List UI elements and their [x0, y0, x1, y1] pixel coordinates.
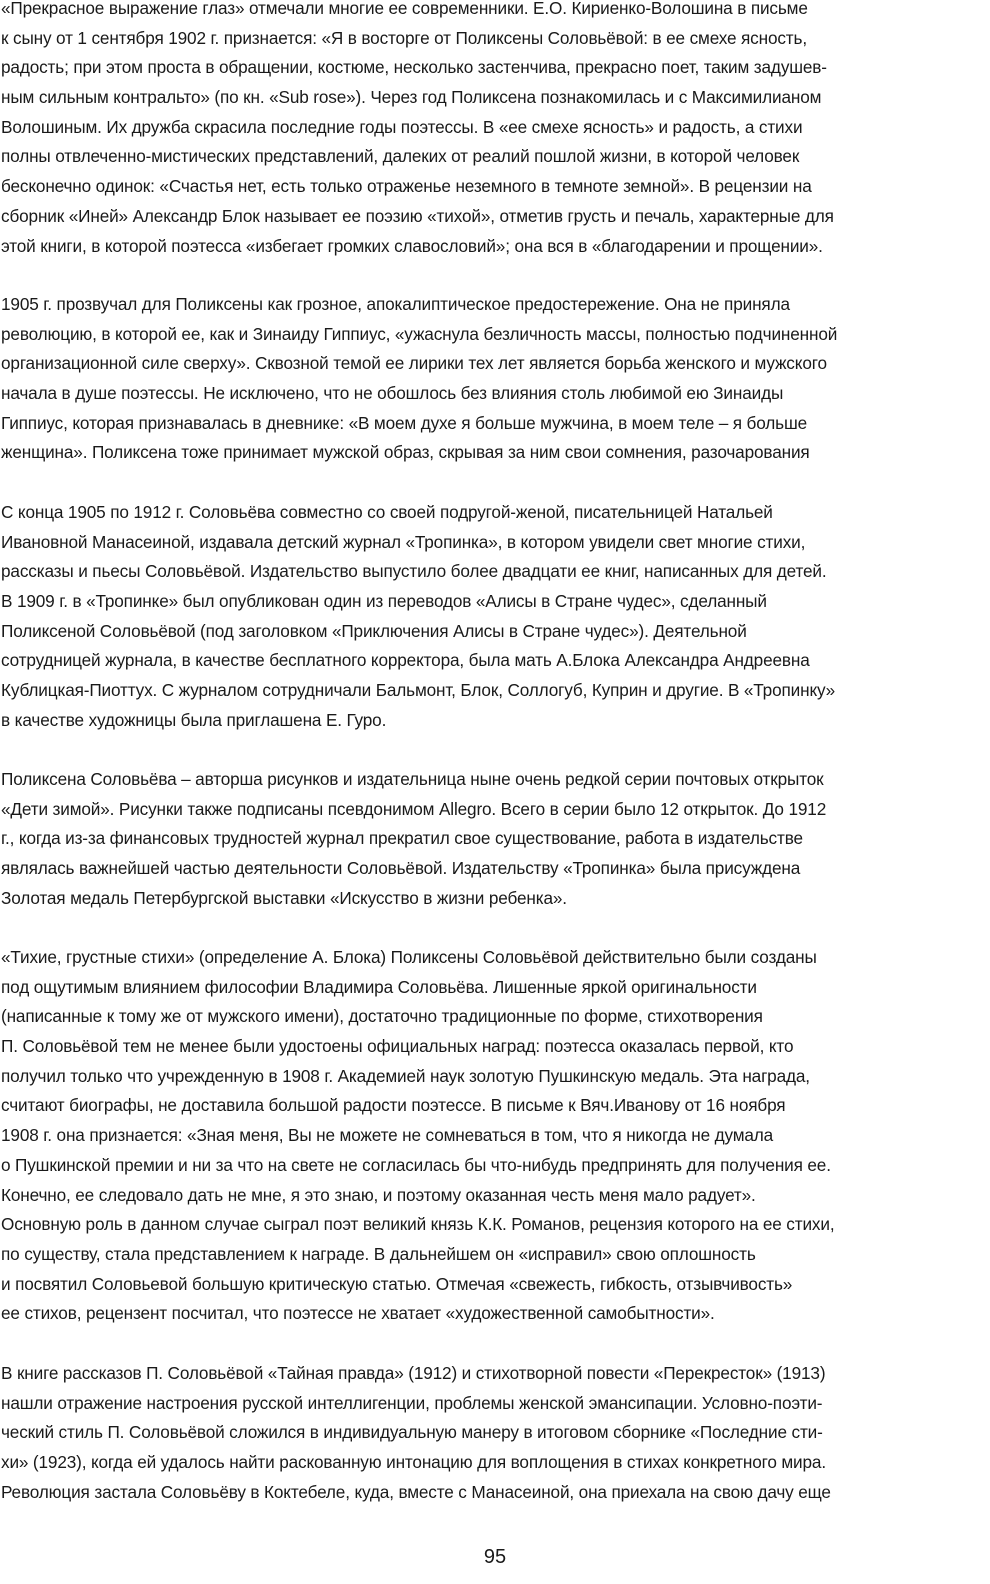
text-line: о Пушкинской премии и ни за что на свете не согласилась бы что-нибудь предпринять для получения ее. — [1, 1154, 831, 1175]
text-line: к сыну от 1 сентября 1902 г. признается: «Я в восторге от Поликсены Соловьёвой: в ее смехе ясность, — [1, 27, 807, 48]
text-line: «Прекрасное выражение глаз» отмечали многие ее современники. Е.О. Кириенко-Волошина в письме — [1, 0, 808, 18]
text-line: получил только что учрежденную в 1908 г. Академией наук золотую Пушкинскую медаль. Эта награда, — [1, 1065, 810, 1086]
text-line: и посвятил Соловьевой большую критическую статью. Отмечая «свежесть, гибкость, отзывчивость» — [1, 1273, 793, 1294]
text-line: радость; при этом проста в обращении, костюме, несколько застенчива, прекрасно поет, таким задушев- — [1, 57, 827, 78]
text-line: полны отвлеченно-мистических представлений, далеких от реалий пошлой жизни, в которой человек — [1, 146, 800, 167]
text-line: Ивановной Манасеиной, издавала детский журнал «Тропинка», в котором увидели свет многие стихи, — [1, 531, 806, 552]
text-line: (написанные к тому же от мужского имени), достаточно традиционные по форме, стихотворения — [1, 1006, 763, 1027]
text-line: организационной силе сверху». Сквозной темой ее лирики тех лет является борьба женского и мужского — [1, 353, 827, 374]
text-line: бесконечно одинок: «Счастья нет, есть только отраженье неземного в темноте земной». В рецензии на — [1, 176, 812, 197]
paragraph-2 — [1, 290, 986, 468]
text-line: по существу, стала представлением к награде. В дальнейшем он «исправил» свою оплошность — [1, 1243, 756, 1264]
text-line: в качестве художницы была приглашена Е. Гуро. — [1, 709, 387, 730]
paragraph-4 — [1, 765, 986, 913]
text-line: Поликсеной Соловьёвой (под заголовком «Приключения Алисы в Стране чудес»). Деятельной — [1, 620, 747, 641]
text-line: сборник «Иней» Александр Блок называет ее поэзию «тихой», отметив грусть и печаль, характерные для — [1, 205, 834, 226]
text-line: С конца 1905 по 1912 г. Соловьёва совместно со своей подругой-женой, писательницей Натальей — [1, 502, 773, 522]
text-line: являлась важнейшей частью деятельности Соловьёвой. Издательству «Тропинка» была присуждена — [1, 858, 801, 879]
text-line: «Тихие, грустные стихи» (определение А. Блока) Поликсены Соловьёвой действительно были созданы — [1, 947, 817, 967]
text-line: Волошиным. Их дружба скрасила последние годы поэтессы. В «ее смехе ясность» и радость, а стихи — [1, 116, 803, 137]
text-line: П. Соловьёвой тем не менее были удостоены официальных наград: поэтесса оказалась первой, кто — [1, 1036, 794, 1057]
text-line: В 1909 г. в «Тропинке» был опубликован один из переводов «Алисы в Стране чудес», сделанный — [1, 591, 767, 612]
text-line: ным сильным контральто» (по кн. «Sub rose»). Через год Поликсена познакомилась и с Максимилианом — [1, 87, 822, 108]
text-line: рассказы и пьесы Соловьёвой. Издательство выпустило более двадцати ее книг, написанных для детей. — [1, 561, 827, 582]
text-line: Кублицкая-Пиоттух. С журналом сотрудничали Бальмонт, Блок, Соллогуб, Куприн и другие. В «Тропинку» — [1, 680, 836, 701]
text-line: начала в душе поэтессы. Не исключено, что не обошлось без влияния столь любимой ею Зинаиды — [1, 383, 784, 404]
text-line: Поликсена Соловьёва – авторша рисунков и издательница ныне очень редкой серии почтовых открыток — [1, 769, 824, 789]
text-line: «Дети зимой». Рисунки также подписаны псевдонимом Allegro. Всего в серии было 12 открыток. До 1912 — [1, 798, 827, 819]
paragraph-6 — [1, 1359, 986, 1507]
text-line: нашли отражение настроения русской интеллигенции, проблемы женской эмансипации. Условно-поэти- — [1, 1392, 823, 1413]
text-line: Основную роль в данном случае сыграл поэт великий князь К.К. Романов, рецензия которого на ее стихи, — [1, 1214, 835, 1235]
text-line: этой книги, в которой поэтесса «избегает громких славословий»; она вся в «благодарении и прощении». — [1, 235, 823, 256]
paragraph-1 — [1, 0, 986, 261]
text-line: революцию, в которой ее, как и Зинаиду Гиппиус, «ужаснула безличность массы, полностью подчиненной — [1, 323, 838, 344]
text-line: г., когда из-за финансовых трудностей журнал прекратил свое существование, работа в издательстве — [1, 828, 803, 849]
text-line: под ощутимым влиянием философии Владимира Соловьёва. Лишенные яркой оригинальности — [1, 976, 757, 997]
text-line: женщина». Поликсена тоже принимает мужской образ, скрывая за ним свои сомнения, разочарования — [1, 442, 810, 463]
text-line: В книге рассказов П. Соловьёвой «Тайная правда» (1912) и стихотворной повести «Перекресток» (1913) — [1, 1363, 826, 1383]
text-line: Революция застала Соловьёву в Коктебеле, куда, вместе с Манасеиной, она приехала на свою дачу еще — [1, 1481, 831, 1502]
text-line: Золотая медаль Петербургской выставки «Искусство в жизни ребенка». — [1, 887, 567, 908]
text-line: 1908 г. она признается: «Зная меня, Вы не можете не сомневаться в том, что я никогда не думала — [1, 1125, 774, 1146]
text-line: ее стихов, рецензент посчитал, что поэтессе не хватает «художественной самобытности». — [1, 1303, 715, 1324]
text-line: сотрудницей журнала, в качестве бесплатного корректора, была мать А.Блока Александра Андреевна — [1, 650, 810, 671]
paragraph-3 — [1, 498, 986, 736]
text-line: Гиппиус, которая признавалась в дневнике: «В моем духе я больше мужчина, в моем теле – я больше — [1, 412, 808, 433]
text-line: ческий стиль П. Соловьёвой сложился в индивидуальную манеру в итоговом сборнике «Последние сти- — [1, 1422, 823, 1443]
text-line: Конечно, ее следовало дать не мне, я это знаю, и поэтому оказанная честь меня мало радует». — [1, 1184, 756, 1205]
text-line: 1905 г. прозвучал для Поликсены как грозное, апокалиптическое предостережение. Она не приняла — [1, 294, 790, 314]
text-line: считают биографы, не доставила большой радости поэтессе. В письме к Вяч.Иванову от 16 ноября — [1, 1095, 786, 1116]
text-line: хи» (1923), когда ей удалось найти раскованную интонацию для воплощения в стихах конкретного мира. — [1, 1452, 826, 1473]
page-number: 95 — [483, 1546, 507, 1568]
paragraph-5 — [1, 943, 986, 1329]
